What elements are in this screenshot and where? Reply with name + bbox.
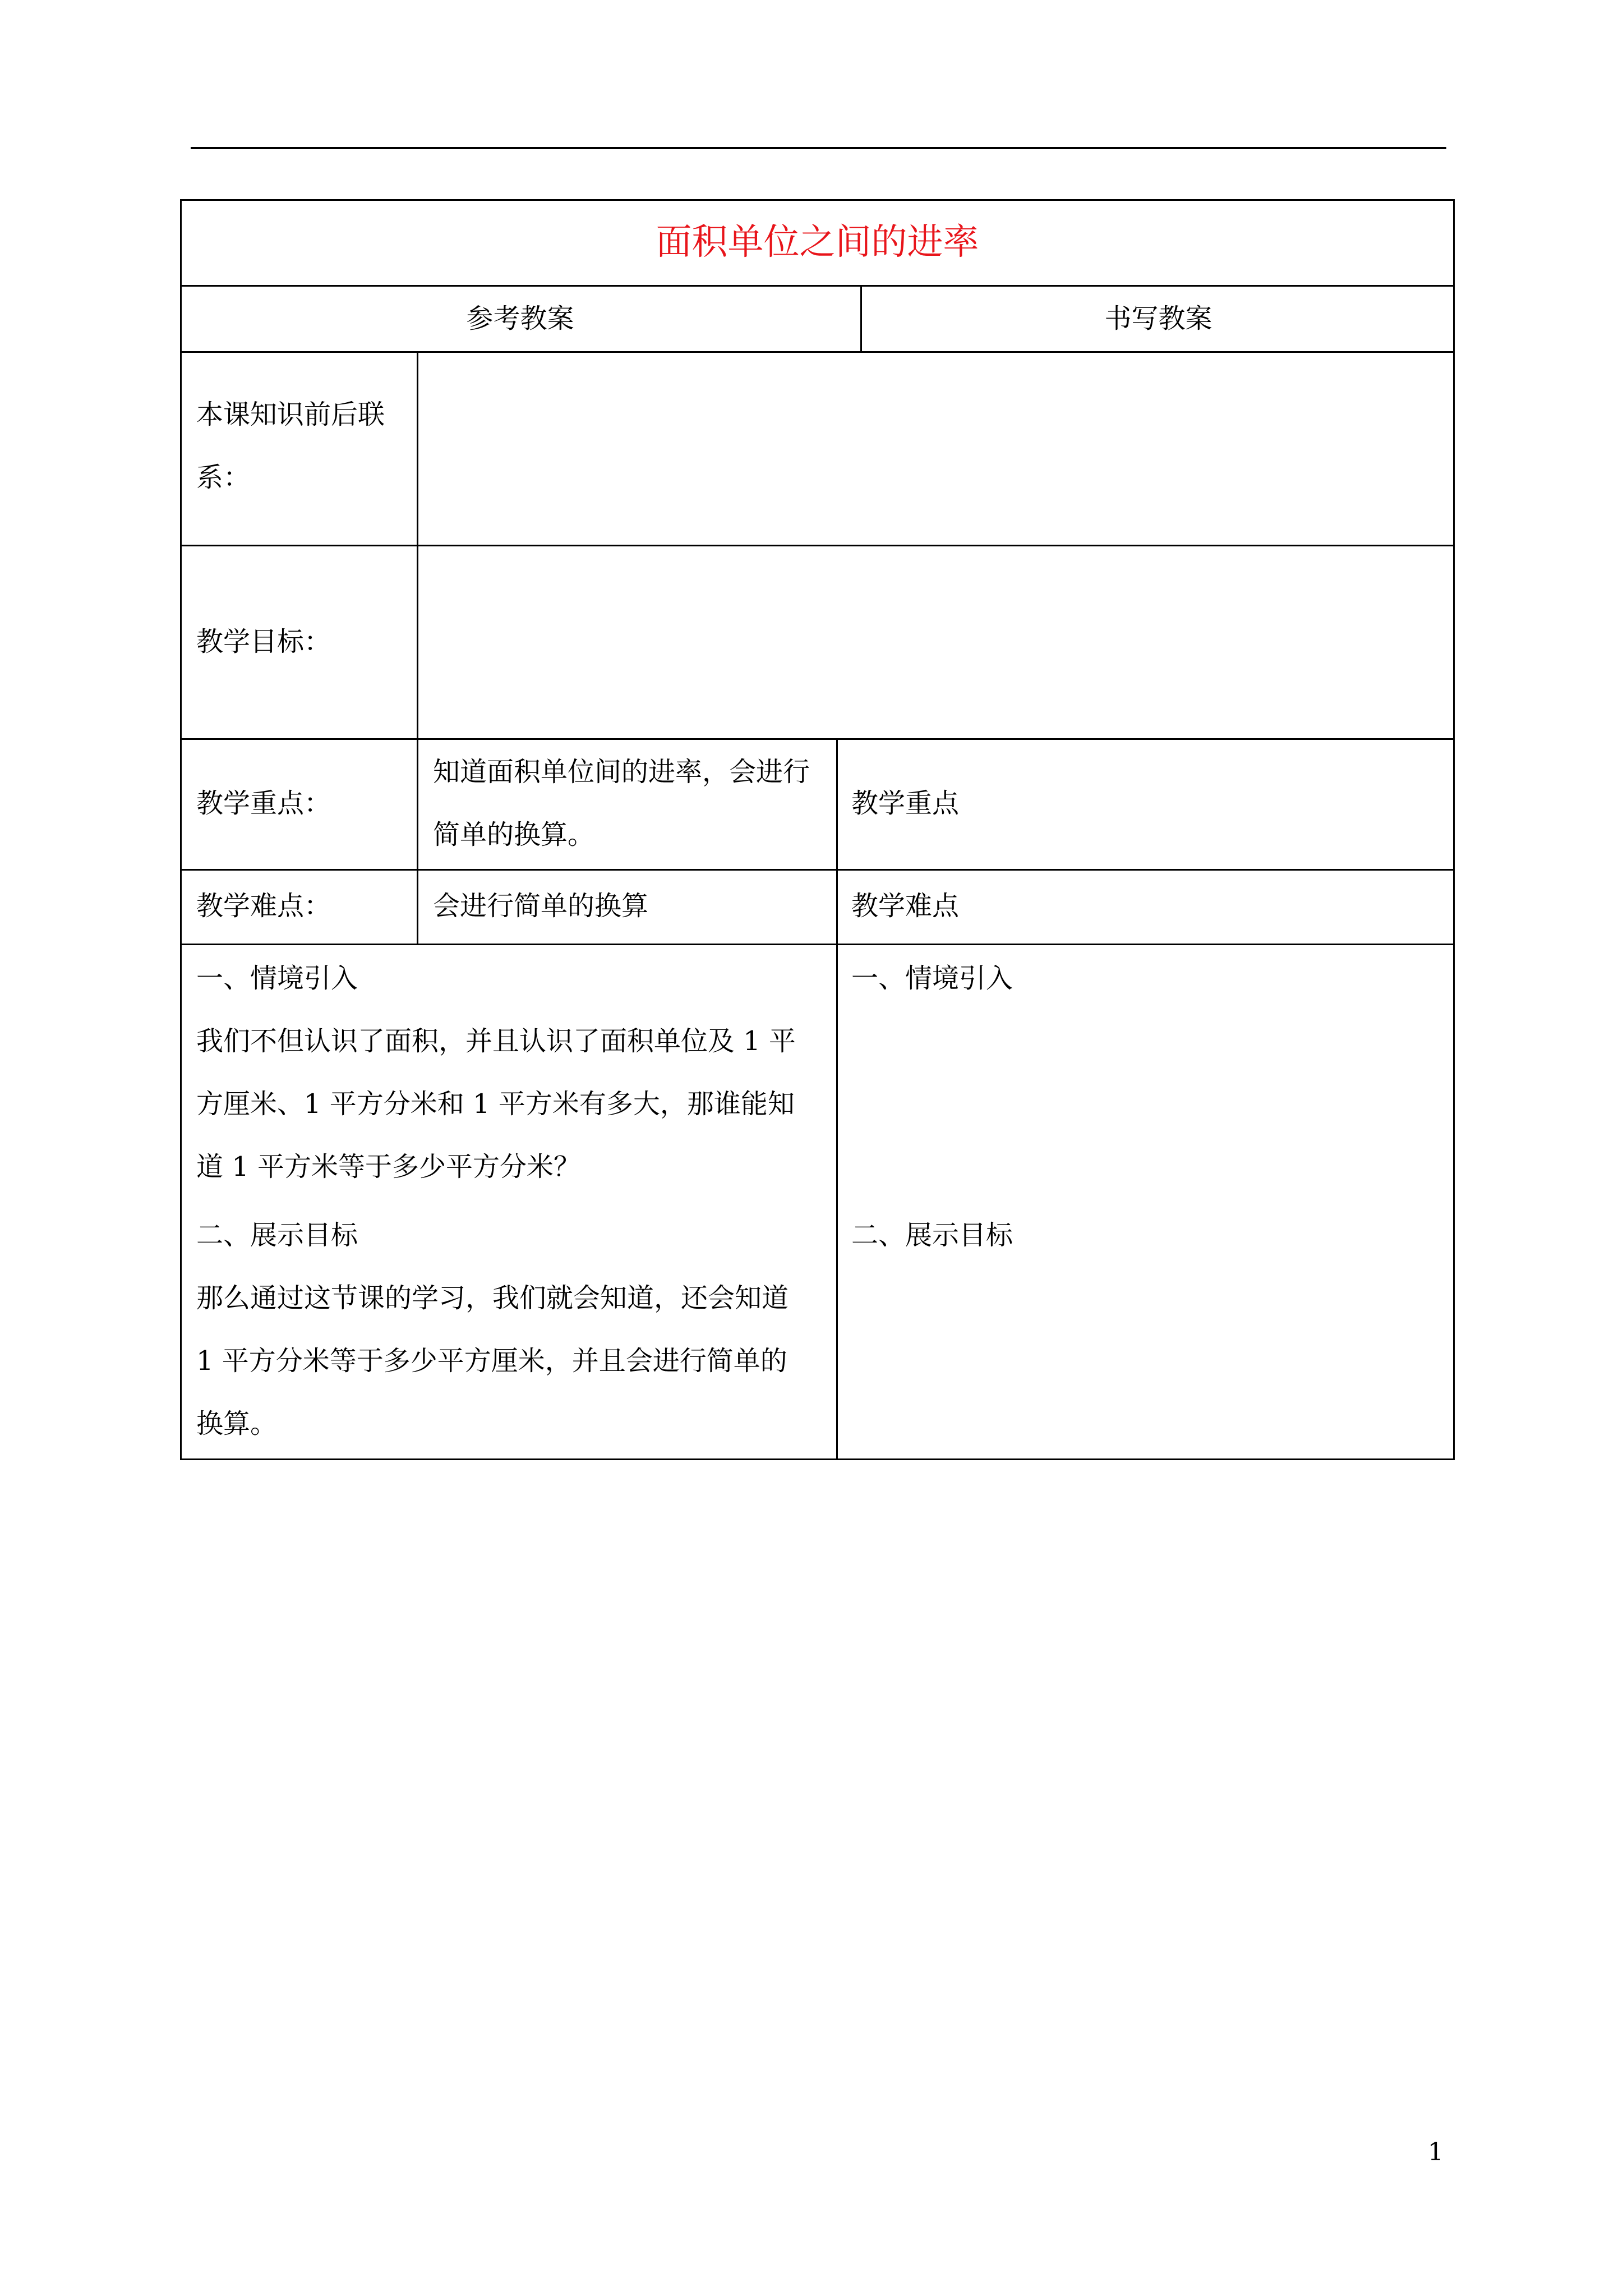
goals-label: 教学目标： (196, 626, 331, 657)
section1-line: 道 1 平方米等于多少平方分米？ (196, 1151, 581, 1182)
right-section2-heading: 二、展示目标 (851, 1220, 1013, 1251)
table-divider (180, 545, 1455, 546)
header-rule (191, 147, 1446, 149)
right-section1-heading: 一、情境引入 (851, 963, 1013, 994)
column-header-writing: 书写教案 (1104, 303, 1212, 334)
section2-line: 那么通过这节课的学习，我们就会知道，还会知道 (196, 1282, 789, 1314)
page-number: 1 (1428, 2138, 1444, 2166)
focus-content-line1: 知道面积单位间的进率，会进行 (433, 756, 810, 788)
column-divider (836, 738, 838, 1460)
difficulty-content: 会进行简单的换算 (433, 890, 649, 922)
page-title: 面积单位之间的进率 (656, 222, 979, 263)
focus-right: 教学重点 (851, 788, 960, 819)
context-label-line1: 本课知识前后联 (196, 399, 385, 430)
section2-line: 1 平方分米等于多少平方厘米，并且会进行简单的 (196, 1345, 787, 1377)
section1-line: 方厘米、1 平方分米和 1 平方米有多大，那谁能知 (196, 1088, 795, 1120)
section2-line: 换算。 (196, 1408, 278, 1439)
section2-heading: 二、展示目标 (196, 1220, 358, 1251)
section1-heading: 一、情境引入 (196, 963, 358, 994)
focus-content-line2: 简单的换算。 (433, 819, 595, 850)
table-divider (180, 869, 1455, 871)
column-header-reference: 参考教案 (466, 303, 574, 334)
context-label-line2: 系： (196, 462, 251, 493)
focus-label: 教学重点： (196, 788, 331, 819)
table-divider (180, 944, 1455, 945)
table-divider (180, 738, 1455, 740)
difficulty-label: 教学难点： (196, 890, 331, 922)
column-divider (417, 351, 418, 944)
difficulty-right: 教学难点 (851, 890, 960, 922)
table-divider (180, 351, 1455, 353)
section1-line: 我们不但认识了面积，并且认识了面积单位及 1 平 (196, 1025, 796, 1057)
